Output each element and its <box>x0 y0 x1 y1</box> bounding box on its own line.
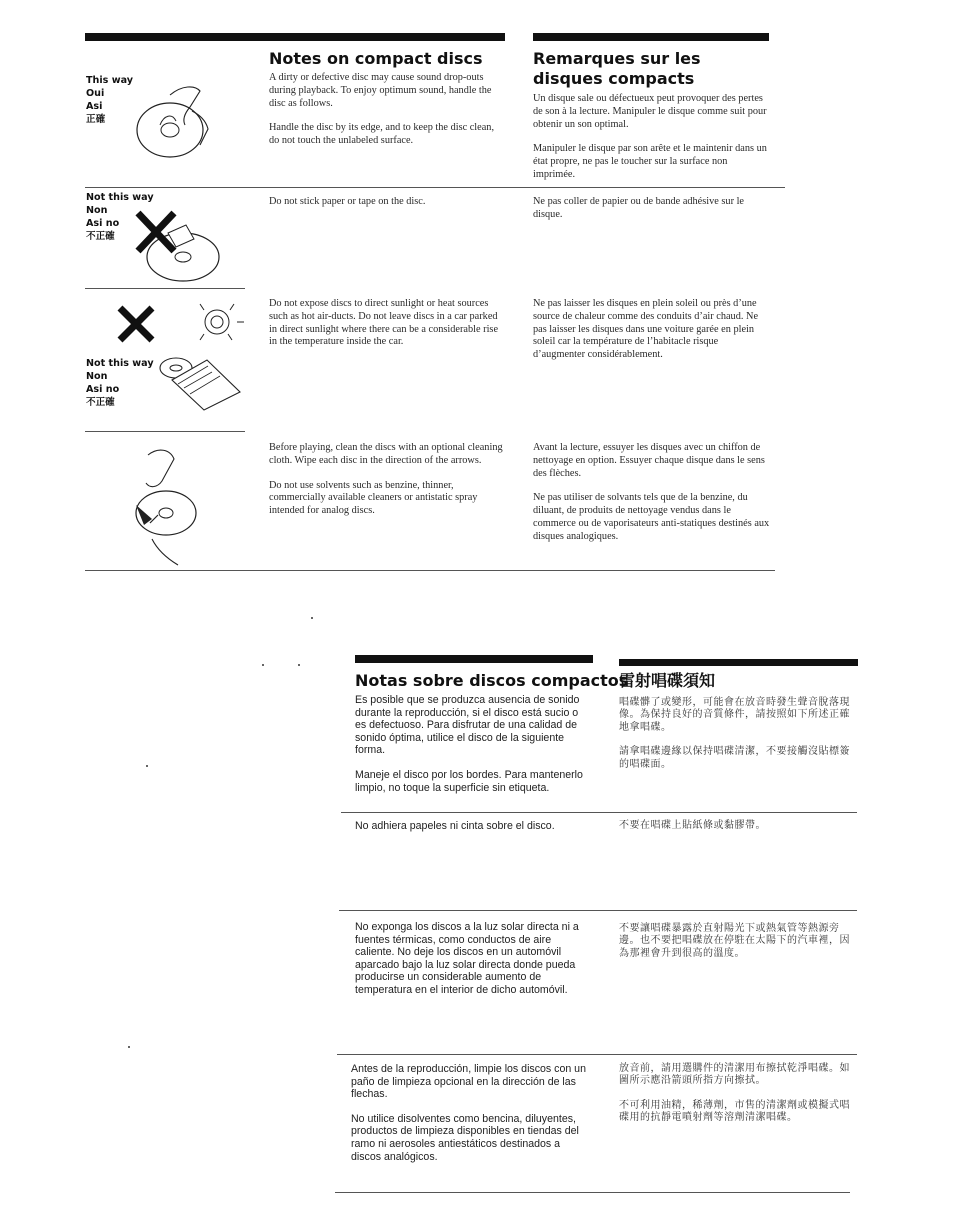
scan-speck <box>128 1046 130 1048</box>
section-end-rule <box>335 1192 850 1193</box>
section-bar-fr <box>533 33 769 41</box>
scan-speck <box>146 765 148 767</box>
scan-speck <box>262 664 264 666</box>
row-divider <box>341 812 857 813</box>
fr-title-line2: disques compacts <box>533 69 695 88</box>
es-s2: No adhiera papeles ni cinta sobre el disco. <box>355 820 555 832</box>
zh-title: 雷射唱碟須知 <box>619 671 716 690</box>
en-title: Notes on compact discs <box>269 49 483 68</box>
fr-s4: Avant la lecture, essuyer les disques avec un chiffon de nettoyage en option. Essuyer chaque disque dans le sens des flèches. Ne pas utiliser de solvants tels que de la benzine, du diluant, de produits de nettoyage vendus dans le commerce ou de vaporisateurs anti-statiques destinés aux disques analogiques. <box>533 442 770 542</box>
es-s4: Antes de la reproducción, limpie los discos con un paño de limpieza opcional en la dirección de las flechas. No utilice disolventes como bencina, diluyentes, productos de limpieza disponibles en tiendas del ramo ni aerosoles antiestáticos destinados a discos analógicos. <box>351 1063 586 1163</box>
en-s3: Do not expose discs to direct sunlight or heat sources such as hot air-ducts. Do not leave discs in a car parked in direct sunlight where there can be a considerable rise in the temperature inside the car. <box>269 298 499 348</box>
row-divider <box>337 1054 857 1055</box>
scan-speck <box>298 664 300 666</box>
handle-disc-illustration <box>130 85 225 165</box>
fr-s1: Un disque sale ou défectueux peut provoquer des pertes de son à la lecture. Manipuler le disque comme suit pour obtenir un son optimal. Manipuler le disque par son arête et le maintenir dans un état propre, ne pas le toucher sur la surface non imprimée. <box>533 93 767 180</box>
section-end-rule <box>85 570 775 571</box>
row-divider <box>85 187 785 188</box>
section-bar-en <box>85 33 505 41</box>
zh-s3: 不要讓唱碟暴露於直射陽光下或熱氣管等熱源旁邊。也不要把唱碟放在停駐在太陽下的汽車裡，因為那裡會升到很高的溫度。 <box>619 923 850 959</box>
en-s2: Do not stick paper or tape on the disc. <box>269 196 426 207</box>
zh-s4: 放音前，請用選購件的清潔用布擦拭乾淨唱碟。如圖所示應沿箭頭所指方向擦拭。 不可利用油精，稀薄劑，市售的清潔劑或模擬式唱碟用的抗靜電噴射劑等溶劑清潔唱碟。 <box>619 1063 850 1124</box>
fr-s3: Ne pas laisser les disques en plein soleil ou près d’une source de chaleur comme des conduits d’air chaud. Ne pas laisser les disques dans une voiture garée en plein soleil car la température de l’habitacle risque d’augmenter considérablement. <box>533 298 759 361</box>
es-s1: Es posible que se produzca ausencia de sonido durante la reproducción, si el disco está sucio o es defectuoso. Para disfrutar de una calidad de sonido óptima, utilice el disco de la siguiente forma. Maneje el disco por los bordes. Para mantenerlo limpio, no toque la superficie sin etiqueta. <box>355 694 583 794</box>
zh-s1: 唱碟髒了或變形，可能會在放音時發生聲音脫落現像。為保持良好的音質條件，請按照如下所述正確地拿唱碟。 請拿唱碟邊緣以保持唱碟清潔，不要接觸沒貼標簽的唱碟面。 <box>619 697 850 770</box>
label-not-this-way: Not this way Non Asi no 不正確 <box>86 192 154 242</box>
row-divider <box>339 910 857 911</box>
zh-s2: 不要在唱碟上貼紙條或黏膠帶。 <box>619 820 766 831</box>
fr-title-line1: Remarques sur les <box>533 49 701 68</box>
section-bar-es <box>355 655 593 663</box>
label-not-this-way: Not this way Non Asi no 不正確 <box>86 358 154 408</box>
row-divider <box>85 288 245 289</box>
label-this-way: This way Oui Asi 正確 <box>86 75 134 125</box>
section-bar-zh <box>619 659 858 666</box>
scan-speck <box>311 617 313 619</box>
en-s1: A dirty or defective disc may cause sound drop-outs during playback. To enjoy optimum sound, handle the disc as follows. Handle the disc by its edge, and to keep the disc clean, do not touch the unlabeled surface. <box>269 72 495 147</box>
row-divider <box>85 431 245 432</box>
es-title: Notas sobre discos compactos <box>355 671 629 690</box>
en-s4: Before playing, clean the discs with an optional cleaning cloth. Wipe each disc in the direction of the arrows. Do not use solvents such as benzine, thinner, commercially available cleaners or antistatic spray intended for analog discs. <box>269 442 503 517</box>
es-s3: No exponga los discos a la luz solar directa ni a fuentes térmicas, como conductos de aire caliente. No deje los discos en un automóvil aparcado bajo la luz solar directa donde pueda producirse un considerable aumento de temperatura en el interior de dicho automóvil. <box>355 921 579 996</box>
tape-on-disc-illustration <box>128 205 228 285</box>
cleaning-disc-illustration <box>128 445 208 570</box>
fr-s2: Ne pas coller de papier ou de bande adhésive sur le disque. <box>533 196 745 220</box>
